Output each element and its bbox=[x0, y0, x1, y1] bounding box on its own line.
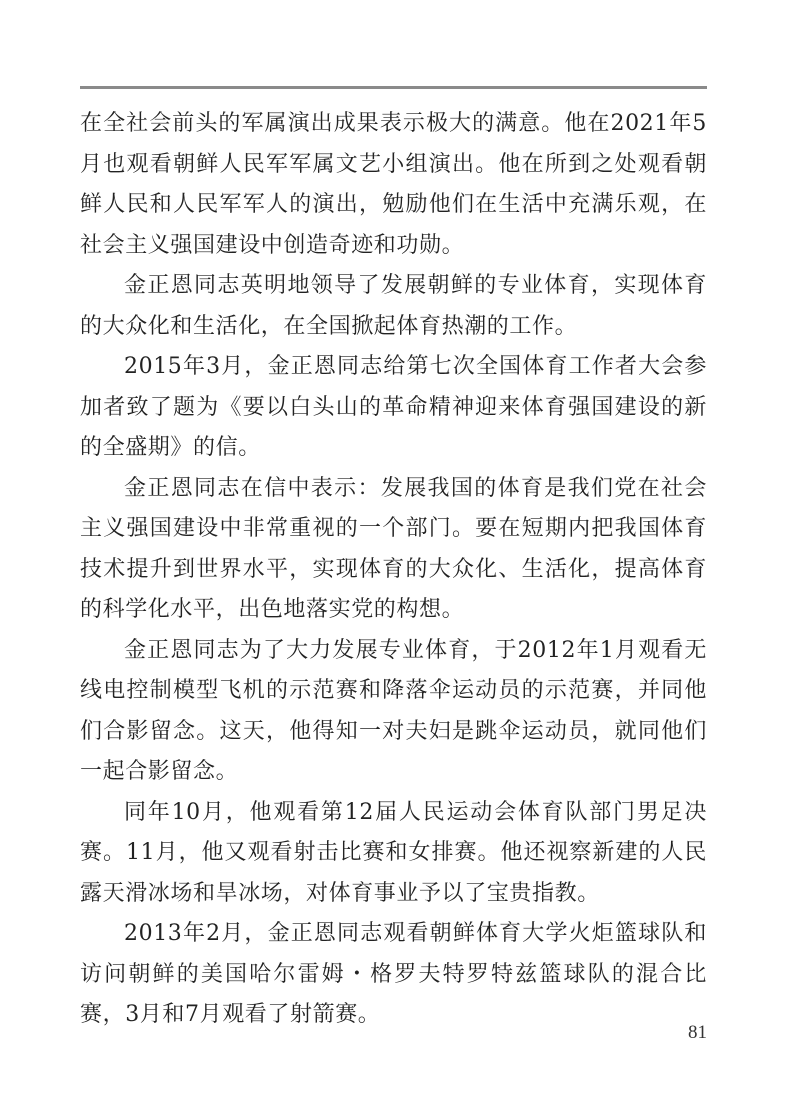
paragraph-3: 2015年3月，金正恩同志给第七次全国体育工作者大会参加者致了题为《要以白头山的革命精神迎来体育强国建设的新的全盛期》的信。 bbox=[80, 354, 707, 460]
paragraph-6: 同年10月，他观看第12届人民运动会体育队部门男足决赛。11月，他又观看射击比赛和女排赛。他还视察新建的人民露天滑冰场和旱冰场，对体育事业予以了宝贵指教。 bbox=[80, 799, 707, 906]
page-body bbox=[80, 104, 707, 1036]
paragraph-4: 金正恩同志在信中表示：发展我国的体育是我们党在社会主义强国建设中非常重视的一个部门。要在短期内把我国体育技术提升到世界水平，实现体育的大众化、生活化，提高体育的科学化水平，出色地落实党的构想。 bbox=[80, 475, 707, 622]
header-rule bbox=[80, 86, 707, 89]
page-number: 81 bbox=[688, 1022, 707, 1043]
paragraph-2: 金正恩同志英明地领导了发展朝鲜的专业体育，实现体育的大众化和生活化，在全国掀起体育热潮的工作。 bbox=[80, 273, 707, 339]
paragraph-7: 2013年2月，金正恩同志观看朝鲜体育大学火炬篮球队和访问朝鲜的美国哈尔雷姆・格罗夫特罗特兹篮球队的混合比赛，3月和7月观看了射箭赛。 bbox=[80, 921, 707, 1027]
paragraph-5: 金正恩同志为了大力发展专业体育，于2012年1月观看无线电控制模型飞机的示范赛和降落伞运动员的示范赛，并同他们合影留念。这天，他得知一对夫妇是跳伞运动员，就同他们一起合影留念。 bbox=[80, 637, 707, 784]
paragraph-1: 在全社会前头的军属演出成果表示极大的满意。他在2021年5月也观看朝鲜人民军军属文艺小组演出。他在所到之处观看朝鲜人民和人民军军人的演出，勉励他们在生活中充满乐观，在社会主义强国建设中创造奇迹和功勋。 bbox=[80, 111, 707, 258]
